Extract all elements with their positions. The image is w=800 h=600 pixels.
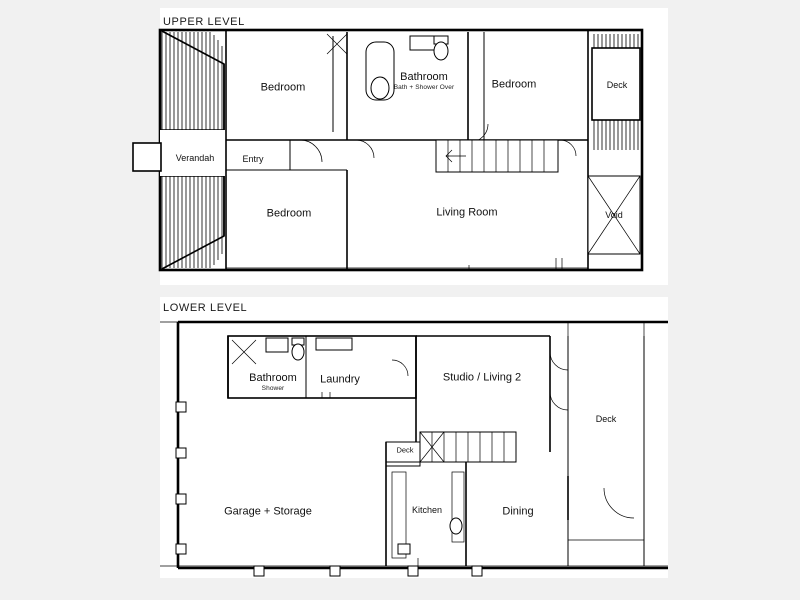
deck-top-returns	[568, 322, 644, 336]
room-label-living-room: Living Room	[436, 206, 498, 219]
shower-rose-fixture	[371, 77, 389, 99]
lower-vanity-fixture	[266, 338, 288, 352]
room-label-bedroom-2: Bedroom	[491, 78, 537, 91]
room-label-void: Void	[605, 209, 623, 220]
kitchen-sink-fixture	[450, 518, 462, 534]
room-label-deck-upper: Deck	[606, 79, 628, 90]
lower-staircase	[420, 432, 516, 462]
room-label-entry: Entry	[242, 153, 264, 164]
right-margin-band	[668, 0, 800, 600]
room-label-dining: Dining	[502, 505, 534, 518]
studio-door-swing-2	[550, 392, 568, 410]
room-label-deck-lower-east: Deck	[595, 413, 617, 424]
verandah-step-box	[133, 143, 161, 171]
kitchen-openings	[418, 556, 466, 566]
kitchen-appliance-fixture	[398, 544, 410, 554]
room-label-bathroom-lower-sub: Shower	[261, 384, 285, 392]
room-label-bathroom-lower-name: Bathroom	[249, 371, 297, 384]
room-label-garage-storage: Garage + Storage	[224, 505, 312, 518]
lower-level-title: LOWER LEVEL	[163, 302, 248, 314]
laundry-trough-fixture	[316, 338, 352, 350]
upper-deck-opening	[592, 48, 640, 120]
mid-margin-band	[0, 285, 800, 297]
room-label-bathroom-upper-sub: Bath + Shower Over	[393, 83, 455, 91]
lower-level-plan	[160, 322, 668, 576]
room-label-verandah: Verandah	[175, 152, 215, 163]
room-label-studio-living-2: Studio / Living 2	[442, 371, 522, 384]
dining-door-swing	[604, 488, 634, 518]
lower-toilet-fixture	[292, 338, 304, 360]
lower-piers	[176, 402, 482, 576]
toilet-fixture	[434, 36, 448, 60]
left-margin-band	[0, 0, 160, 600]
room-label-deck-lower-small: Deck	[396, 445, 414, 455]
upper-level-title: UPPER LEVEL	[163, 16, 245, 28]
room-label-bathroom-upper-name: Bathroom	[400, 70, 448, 83]
verandah-entry-gap	[160, 130, 226, 176]
bottom-margin-band	[0, 578, 800, 600]
room-label-kitchen: Kitchen	[411, 504, 443, 515]
studio-door-swing	[550, 352, 568, 370]
top-margin-band	[0, 0, 800, 8]
upper-outer-wall	[160, 30, 642, 270]
vanity-basin-fixture	[410, 36, 436, 50]
upper-staircase	[436, 140, 558, 172]
void-area	[588, 176, 640, 254]
upper-level-plan	[133, 30, 642, 270]
room-label-bedroom-3: Bedroom	[266, 207, 312, 220]
room-label-bedroom-1: Bedroom	[260, 81, 306, 94]
room-label-laundry: Laundry	[320, 373, 360, 386]
